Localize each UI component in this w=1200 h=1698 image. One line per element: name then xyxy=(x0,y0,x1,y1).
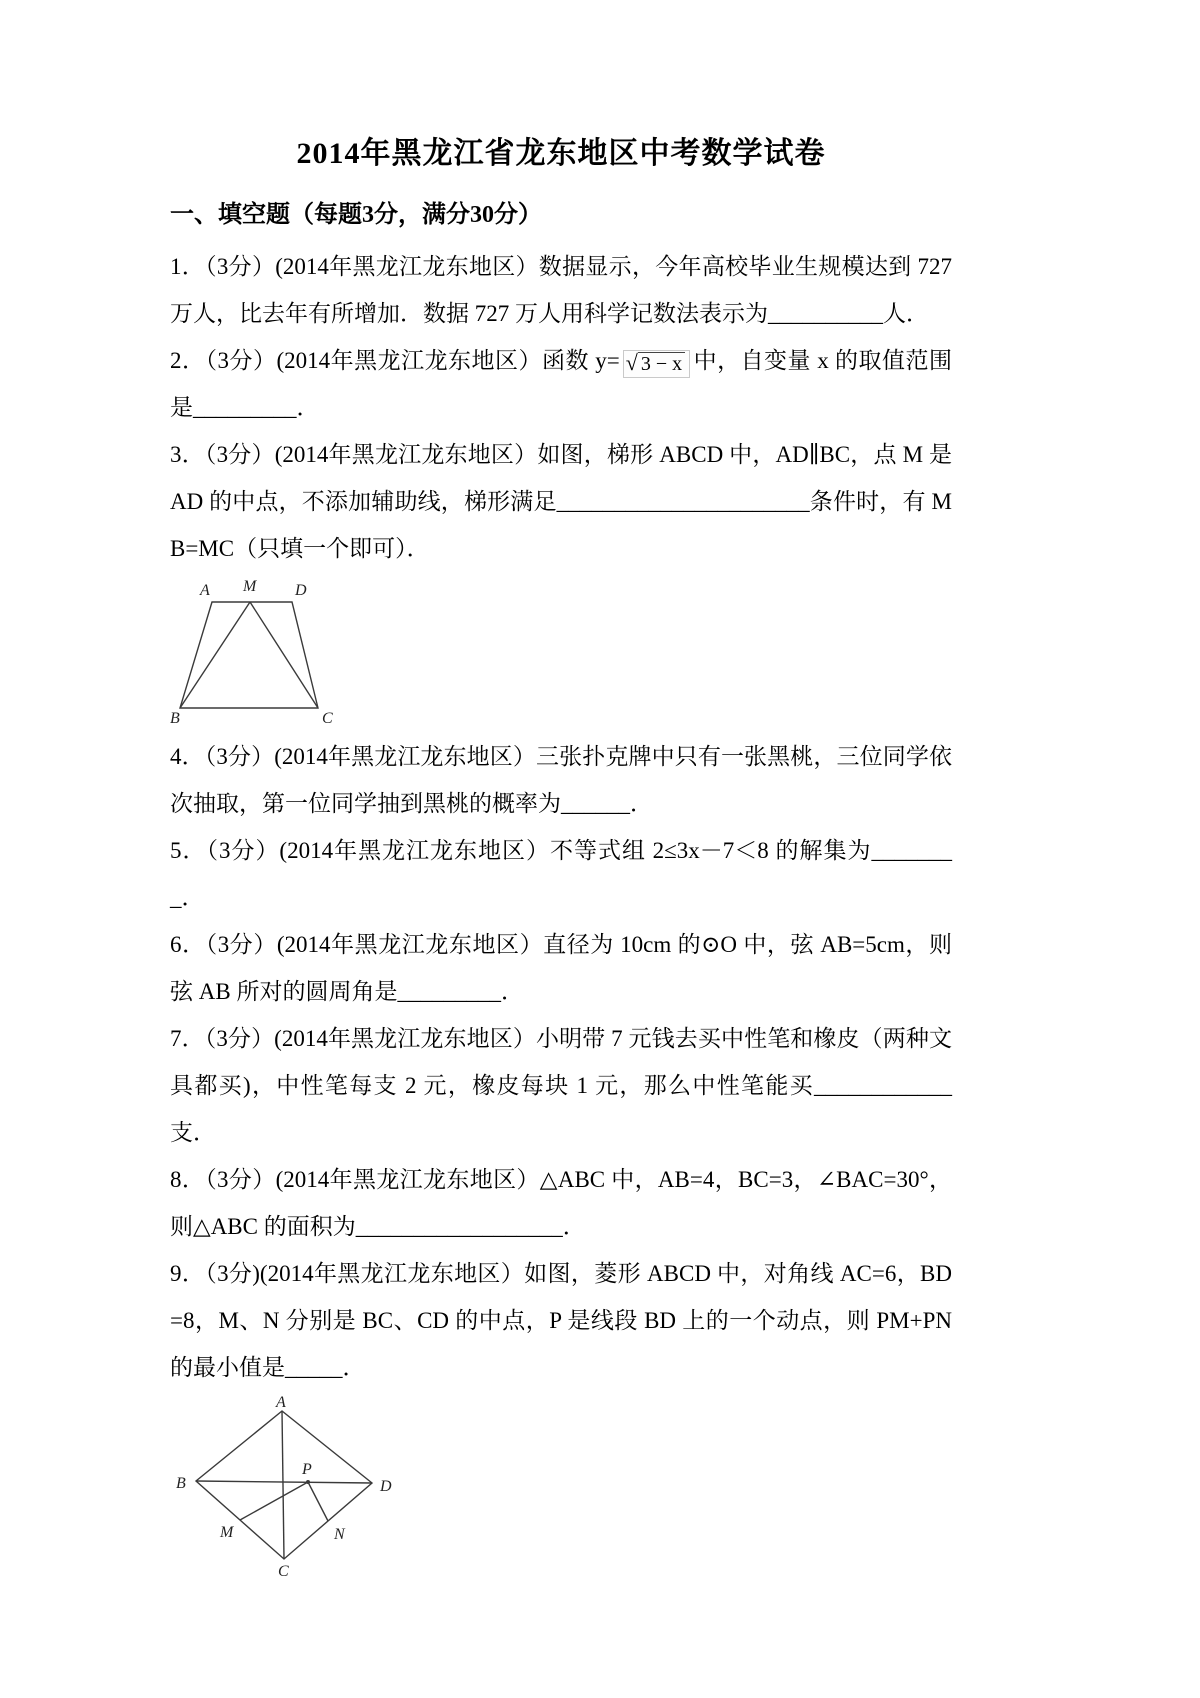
trapezoid-svg xyxy=(170,576,338,726)
label-A: A xyxy=(200,582,210,599)
trapezoid-outline xyxy=(180,602,318,708)
sqrt-formula xyxy=(623,350,690,378)
section-heading: 一、填空题（每题3分，满分30分） xyxy=(170,202,542,228)
question-4: 4．（3分）(2014年黑龙江龙东地区）三张扑克牌中只有一张黑桃，三位同学依次抽取，第一位同学抽到黑桃的概率为______． xyxy=(170,744,952,816)
rhombus-svg xyxy=(170,1395,402,1579)
segment-MB xyxy=(180,602,250,708)
diagonal-BD xyxy=(196,1481,372,1483)
point-P xyxy=(306,1480,310,1484)
label-B: B xyxy=(170,710,180,726)
question-7: 7．（3分）(2014年黑龙江龙东地区）小明带 7 元钱去买中性笔和橡皮（两种文具都买)，中性笔每支 2 元，橡皮每块 1 元，那么中性笔能买____________支． xyxy=(170,1026,952,1145)
label-D: D xyxy=(295,582,307,599)
radicand: 3 − x xyxy=(638,352,685,375)
label-M: M xyxy=(243,578,257,595)
question-8: 8．（3分）(2014年黑龙江龙东地区）△ABC 中，AB=4，BC=3，∠BAC=30°，则△ABC 的面积为__________________． xyxy=(170,1167,952,1239)
label-B: B xyxy=(176,1475,186,1492)
rhombus-figure xyxy=(170,1395,952,1584)
question-3: 3．（3分）(2014年黑龙江龙东地区）如图，梯形 ABCD 中，AD∥BC，点 M 是 AD 的中点，不添加辅助线，梯形满足______________________条件时，有 MB=MC（只填一个即可）． xyxy=(170,442,952,561)
radical-sign: √ xyxy=(625,350,638,375)
trapezoid-figure xyxy=(170,576,952,731)
segment-MC xyxy=(250,602,318,708)
question-9: 9．（3分)(2014年黑龙江龙东地区）如图，菱形 ABCD 中，对角线 AC=6，BD=8，M、N 分别是 BC、CD 的中点，P 是线段 BD 上的一个动点，则 PM+PN 的最小值是_____． xyxy=(170,1261,952,1380)
label-C: C xyxy=(278,1563,289,1579)
diagonal-AC xyxy=(282,1411,284,1559)
segment-PN xyxy=(308,1482,328,1521)
question-1: 1．（3分）(2014年黑龙江龙东地区）数据显示，今年高校毕业生规模达到 727 万人，比去年有所增加．数据 727 万人用科学记数法表示为__________人． xyxy=(170,254,952,326)
question-2-prefix: 2．（3分）(2014年黑龙江龙东地区）函数 y= xyxy=(170,348,620,373)
label-D: D xyxy=(380,1478,392,1495)
label-P: P xyxy=(302,1461,312,1478)
question-2 xyxy=(170,337,952,431)
page-title: 2014年黑龙江省龙东地区中考数学试卷 xyxy=(296,137,826,170)
segment-PM xyxy=(240,1482,308,1520)
label-N: N xyxy=(334,1526,345,1543)
question-2-suffix: 中，自变量 x 的取值范围是_________． xyxy=(170,348,952,420)
question-5: 5．（3分）(2014年黑龙江龙东地区）不等式组 2≤3x－7＜8 的解集为________． xyxy=(170,838,952,910)
label-M: M xyxy=(220,1524,234,1541)
label-A: A xyxy=(276,1395,286,1411)
label-C: C xyxy=(322,710,333,726)
question-6: 6．（3分）(2014年黑龙江龙东地区）直径为 10cm 的⊙O 中，弦 AB=5cm，则弦 AB 所对的圆周角是_________． xyxy=(170,932,952,1004)
